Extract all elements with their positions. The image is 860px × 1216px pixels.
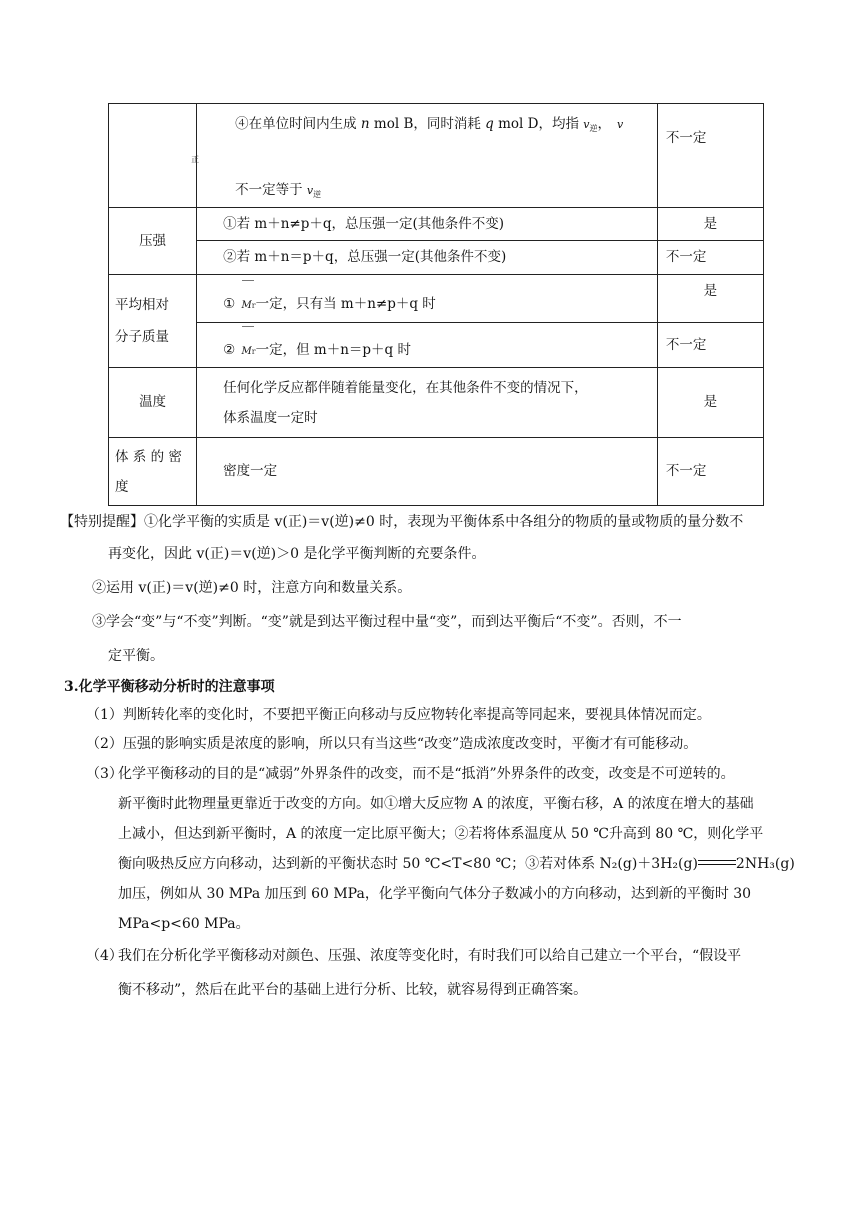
list-item-3-line-3: 上减小，但达到新平衡时，A 的浓度一定比原平衡大；②若将体系温度从 50 ℃升高到 80 ℃，则化学平 <box>118 826 764 842</box>
special-note-line-4: ③学会“变”与“不变”判断。“变”就是到达平衡过程中量“变”，而到达平衡后“不变”。否则，不一 <box>92 614 682 630</box>
answer-cell <box>657 241 763 275</box>
var-v: v <box>617 118 624 131</box>
section-heading: 3.化学平衡移动分析时的注意事项 <box>64 679 275 695</box>
condition-cell <box>197 241 658 275</box>
condition-text: mol D，均指 <box>493 116 584 132</box>
subscript-r: r <box>251 301 256 311</box>
category-text: 分子质量 <box>115 329 169 345</box>
answer-cell <box>657 275 763 323</box>
circled-number: ② <box>223 341 236 358</box>
text-segment: 衡向吸热反应方向移动，达到新的平衡状态时 50 ℃<T<80 ℃；③若对体系 N₂(g)＋3H₂(g) <box>118 856 698 872</box>
list-item-1: （1）判断转化率的变化时，不要把平衡正向移动与反应物转化率提高等同起来，要视具体情况而定。 <box>86 707 711 723</box>
var-v: v <box>306 184 314 197</box>
subscript-ni: 逆 <box>313 190 322 199</box>
equilibrium-arrow-icon <box>698 858 736 866</box>
circled-number: ① <box>223 296 236 313</box>
table-row <box>109 438 764 506</box>
answer-text: 不一定 <box>665 463 707 480</box>
special-note-line-3: ②运用 v(正)＝v(逆)≠0 时，注意方向和数量关系。 <box>92 580 412 596</box>
category-cell-temperature <box>109 368 197 438</box>
condition-cell <box>191 104 658 208</box>
condition-text: ④在单位时间内生成 <box>235 116 361 132</box>
subscript-zheng: 正 <box>191 155 200 164</box>
condition-text: 不一定等于 <box>235 182 307 198</box>
condition-cell <box>197 208 658 241</box>
overline <box>242 280 254 281</box>
answer-cell <box>657 104 763 208</box>
category-cell-pressure <box>109 208 197 275</box>
list-item-3-line-4 <box>118 849 795 879</box>
subscript-r: r <box>251 346 256 356</box>
table-row <box>109 323 764 368</box>
answer-cell <box>657 368 763 438</box>
subscript-ni: 逆 <box>589 124 598 133</box>
table-row <box>109 368 764 438</box>
text-segment: 2NH₃(g) <box>735 856 795 872</box>
answer-text: 不一定 <box>665 249 707 266</box>
table-row <box>109 208 764 241</box>
condition-text: mol B，同时消耗 <box>369 116 486 132</box>
answer-text: 是 <box>703 283 718 299</box>
symbol-M: M <box>241 300 252 312</box>
comma: ， <box>597 116 611 132</box>
special-note-line-1: 【特别提醒】①化学平衡的实质是 v(正)＝v(逆)≠0 时，表现为平衡体系中各组分的物质的量或物质的量分数不 <box>60 514 744 530</box>
category-text: 平均相对 <box>115 296 169 313</box>
answer-cell <box>657 208 763 241</box>
answer-text: 不一定 <box>665 336 707 353</box>
condition-text: 一定，但 m＋n＝p＋q 时 <box>255 341 411 358</box>
answer-text: 是 <box>703 215 718 232</box>
condition-cell <box>197 275 658 323</box>
list-item-3-number: （3） <box>86 766 123 782</box>
table-row <box>109 275 764 323</box>
list-item-3-line-5: 加压，例如从 30 MPa 加压到 60 MPa，化学平衡向气体分子数减小的方向移动，达到新的平衡时 30 <box>118 886 752 902</box>
answer-cell <box>657 438 763 506</box>
category-text: 压强 <box>139 232 167 249</box>
var-n: n <box>360 116 370 132</box>
category-cell-density <box>109 438 197 506</box>
list-item-4-number: （4） <box>86 948 123 964</box>
overline <box>242 326 254 327</box>
special-note-line-5: 定平衡。 <box>108 648 164 664</box>
table-row <box>109 104 764 208</box>
answer-text: 不一定 <box>665 130 707 146</box>
special-note-line-2: 再变化，因此 v(正)＝v(逆)＞0 是化学平衡判断的充要条件。 <box>108 546 486 562</box>
var-v: v <box>583 118 590 131</box>
category-text: 温度 <box>139 394 167 411</box>
answer-text: 是 <box>703 394 718 411</box>
condition-cell <box>197 368 658 438</box>
condition-text: ①若 m＋n≠p＋q，总压强一定(其他条件不变) <box>223 215 505 232</box>
condition-text: 密度一定 <box>223 463 278 480</box>
category-text: 体 系 的 密 <box>115 448 182 465</box>
category-text: 度 <box>115 478 129 495</box>
symbol-M: M <box>241 345 252 357</box>
var-q: q <box>485 116 494 132</box>
list-item-4-line-2: 衡不移动”，然后在此平台的基础上进行分析、比较，就容易得到正确答案。 <box>118 982 588 998</box>
table-row <box>109 241 764 275</box>
condition-cell <box>197 438 658 506</box>
list-item-3-line-2: 新平衡时此物理量更靠近于改变的方向。如①增大反应物 A 的浓度，平衡右移，A 的浓度在增大的基础 <box>118 796 754 812</box>
condition-cell <box>197 323 658 368</box>
condition-text: 一定，只有当 m＋n≠p＋q 时 <box>255 296 436 313</box>
equilibrium-criteria-table <box>108 103 764 506</box>
category-cell-empty <box>109 104 200 208</box>
category-cell-molar-mass <box>109 275 197 368</box>
list-item-2: （2）压强的影响实质是浓度的影响，所以只有当这些“改变”造成浓度改变时，平衡才有可能移动。 <box>86 736 698 752</box>
condition-text: ②若 m＋n＝p＋q，总压强一定(其他条件不变) <box>223 249 507 266</box>
condition-text: 体系温度一定时 <box>223 409 318 426</box>
list-item-3-line-1: 化学平衡移动的目的是“减弱”外界条件的改变，而不是“抵消”外界条件的改变，改变是不可逆转的。 <box>118 766 735 782</box>
list-item-4-line-1: 我们在分析化学平衡移动对颜色、压强、浓度等变化时，有时我们可以给自己建立一个平台，“假设平 <box>118 948 742 964</box>
list-item-3-line-6: MPa<p<60 MPa。 <box>118 916 250 932</box>
condition-text: 任何化学反应都伴随着能量变化，在其他条件不变的情况下， <box>223 379 588 396</box>
answer-cell <box>657 323 763 368</box>
